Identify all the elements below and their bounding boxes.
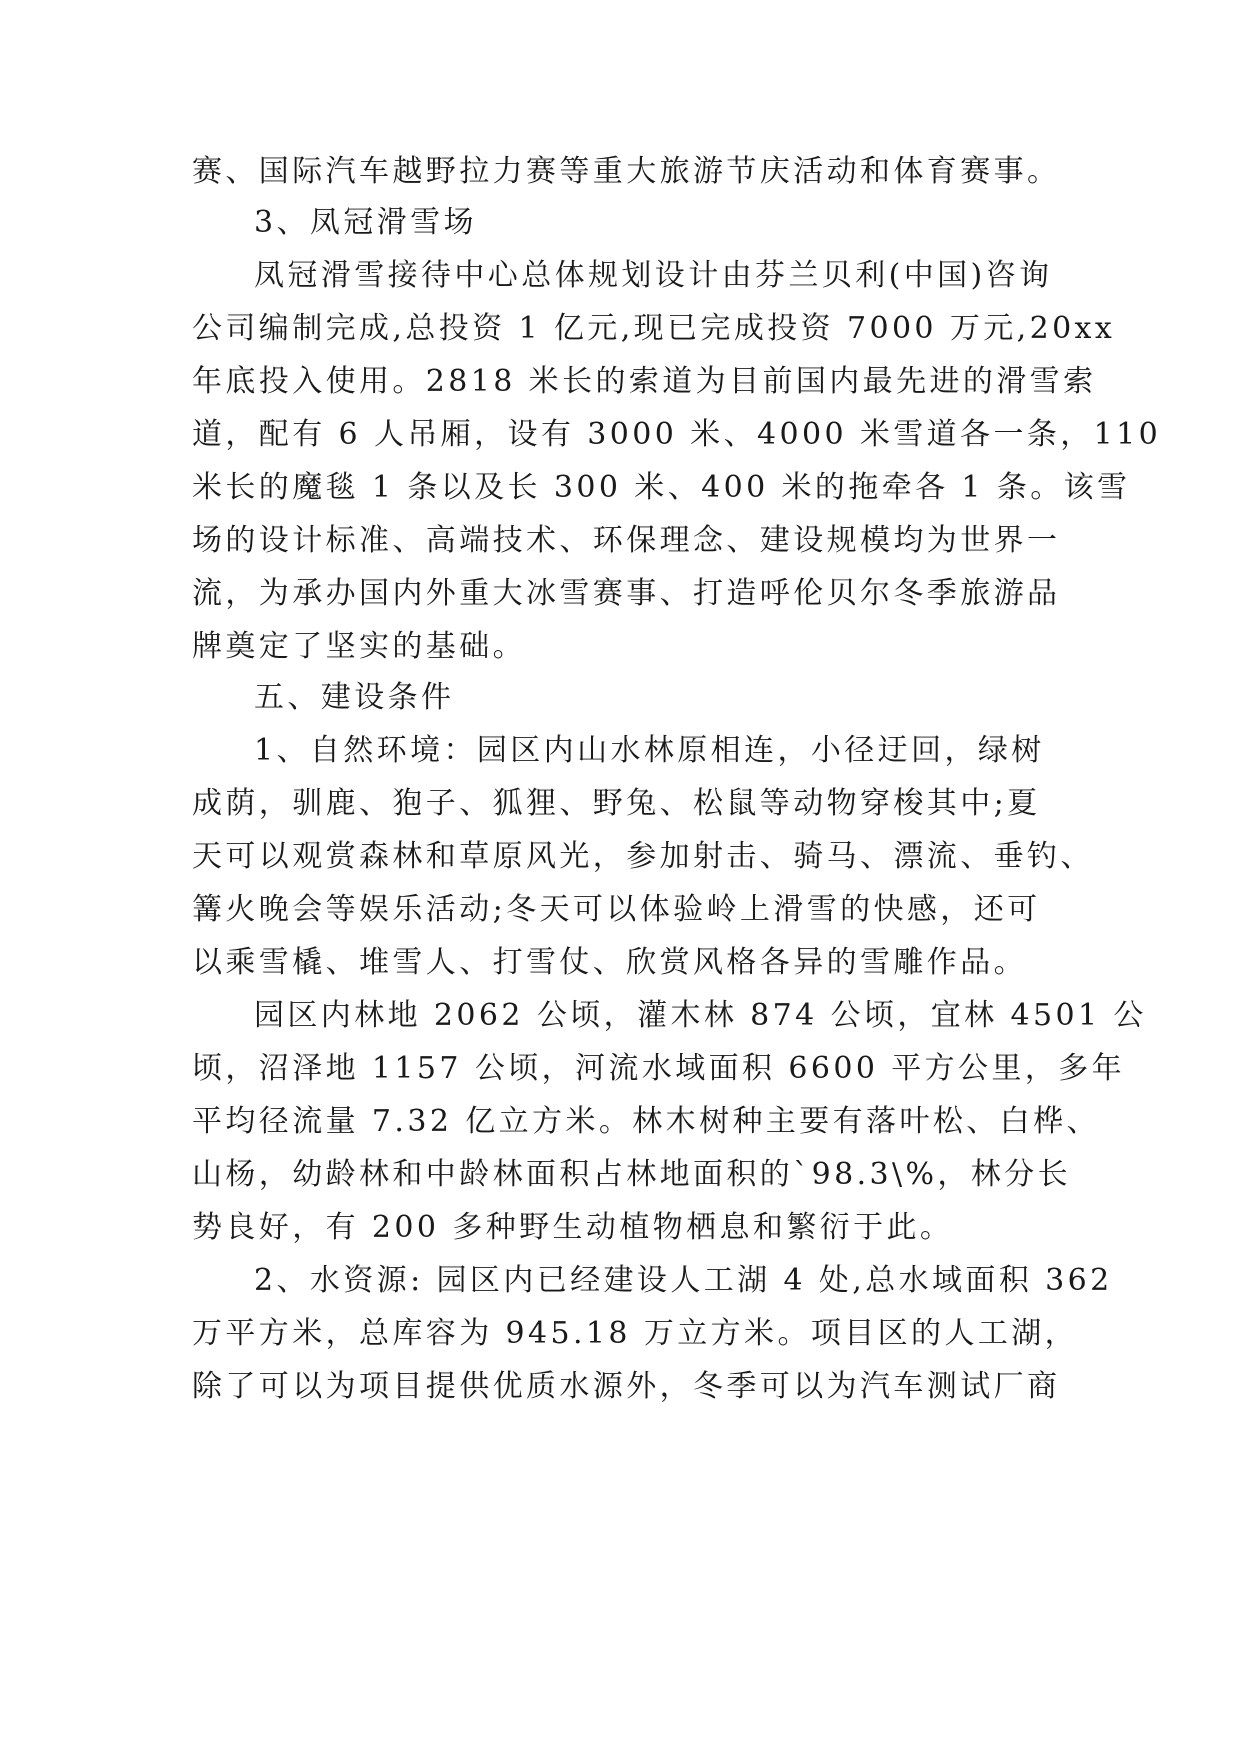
text-line: 赛、国际汽车越野拉力赛等重大旅游节庆活动和体育赛事。: [192, 154, 1061, 189]
text-line: 成荫，驯鹿、狍子、狐狸、野兔、松鼠等动物穿梭其中;夏: [192, 786, 1041, 821]
text-line: 2、水资源: 园区内已经建设人工湖 4 处,总水域面积 362: [254, 1263, 1113, 1298]
text-line: 以乘雪橇、堆雪人、打雪仗、欣赏风格各异的雪雕作品。: [192, 945, 1027, 980]
text-line: 公司编制完成,总投资 1 亿元,现已完成投资 7000 万元,20xx: [192, 311, 1116, 346]
text-line: 场的设计标准、高端技术、环保理念、建设规模均为世界一: [192, 523, 1061, 558]
text-line: 山杨，幼龄林和中龄林面积占林地面积的`98.3\%，林分长: [192, 1157, 1072, 1192]
text-line: 年底投入使用。2818 米长的索道为目前国内最先进的滑雪索: [192, 364, 1097, 399]
text-line: 1、自然环境：园区内山水林原相连，小径迂回，绿树: [254, 733, 1045, 768]
text-line: 天可以观赏森林和草原风光，参加射击、骑马、漂流、垂钓、: [192, 839, 1094, 874]
text-line: 篝火晚会等娱乐活动;冬天可以体验岭上滑雪的快感，还可: [192, 892, 1041, 927]
text-line: 凤冠滑雪接待中心总体规划设计由芬兰贝利(中国)咨询: [254, 258, 1053, 293]
text-line: 万平方米，总库容为 945.18 万立方米。项目区的人工湖，: [192, 1316, 1079, 1351]
text-line: 平均径流量 7.32 亿立方米。林木树种主要有落叶松、白桦、: [192, 1104, 1100, 1139]
section-heading: 五、建设条件: [254, 680, 455, 715]
text-line: 园区内林地 2062 公顷，灌木林 874 公顷，宜林 4501 公: [254, 998, 1147, 1033]
text-line: 势良好，有 200 多种野生动植物栖息和繁衍于此。: [192, 1210, 954, 1245]
text-line: 流，为承办国内外重大冰雪赛事、打造呼伦贝尔冬季旅游品: [192, 576, 1061, 611]
text-line: 道，配有 6 人吊厢，设有 3000 米、4000 米雪道各一条，110: [192, 417, 1162, 452]
text-line: 米长的魔毯 1 条以及长 300 米、400 米的拖牵各 1 条。该雪: [192, 470, 1131, 505]
text-line: 除了可以为项目提供优质水源外，冬季可以为汽车测试厂商: [192, 1369, 1061, 1404]
text-line: 牌奠定了坚实的基础。: [192, 629, 526, 664]
section-heading: 3、凤冠滑雪场: [254, 205, 477, 240]
text-line: 顷，沼泽地 1157 公顷，河流水域面积 6600 平方公里，多年: [192, 1051, 1126, 1086]
